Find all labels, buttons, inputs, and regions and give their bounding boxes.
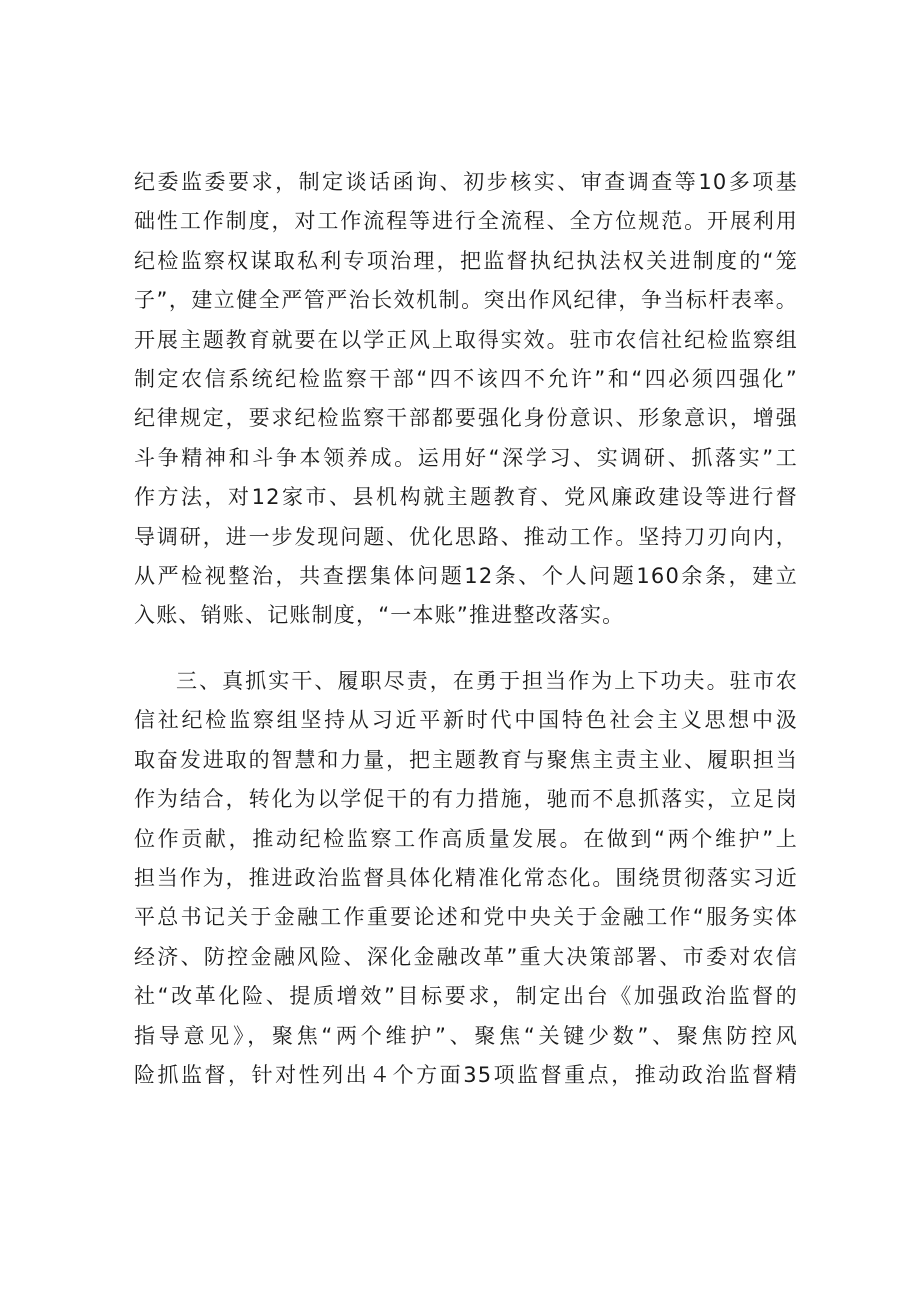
text-line: 信社纪检监察组坚持从习近平新时代中国特色社会主义思想中汲: [134, 708, 798, 733]
text-line: 纪委监委要求，制定谈话函询、初步核实、审查调查等10多项基: [134, 170, 798, 194]
text-line: 社“改革化险、提质增效”目标要求，制定出台《加强政治监督的: [134, 984, 798, 1009]
text-line: 取奋发进取的智慧和力量，把主题教育与聚焦主责主业、履职担当: [134, 747, 798, 772]
text-line: 平总书记关于金融工作重要论述和党中央关于金融工作“服务实体: [134, 905, 798, 930]
text-line: 制定农信系统纪检监察干部“四不该四不允许”和“四必须四强化”: [134, 366, 798, 391]
text-line: 担当作为，推进政治监督具体化精准化常态化。围绕贯彻落实习近: [134, 865, 798, 890]
text-line: 指导意见》，聚焦“两个维护”、聚焦“关键少数”、聚焦防控风: [134, 1023, 798, 1048]
text-line: 础性工作制度，对工作流程等进行全流程、全方位规范。开展利用: [134, 209, 798, 234]
text-line: 作为结合，转化为以学促干的有力措施，驰而不息抓落实，立足岗: [134, 787, 798, 812]
text-line: 纪律规定，要求纪检监察干部都要强化身份意识、形象意识，增强: [134, 406, 798, 431]
text-line: 经济、防控金融风险、深化金融改革”重大决策部署、市委对农信: [134, 944, 798, 969]
text-line: 子”，建立健全严管严治长效机制。突出作风纪律，争当标杆表率。: [134, 288, 798, 313]
text-line: 开展主题教育就要在以学正风上取得实效。驻市农信社纪检监察组: [134, 327, 798, 352]
text-line: 导调研，进一步发现问题、优化思路、推动工作。坚持刀刃向内，: [134, 524, 798, 549]
text-line: 斗争精神和斗争本领养成。运用好“深学习、实调研、抓落实”工: [134, 445, 798, 470]
text-line: 纪检监察权谋取私利专项治理，把监督执纪执法权关进制度的“笼: [134, 248, 798, 273]
paragraph-1: [134, 163, 798, 636]
text-line: 作方法，对12家市、县机构就主题教育、党风廉政建设等进行督: [134, 485, 798, 510]
text-line: 三、真抓实干、履职尽责，在勇于担当作为上下功夫。驻市农: [176, 669, 798, 693]
paragraph-2: [134, 662, 798, 1095]
text-line: 位作贡献，推动纪检监察工作高质量发展。在做到“两个维护”上: [134, 826, 798, 851]
text-line: 入账、销账、记账制度，“一本账”推进整改落实。: [134, 603, 625, 628]
text-line: 险抓监督，针对性列出４个方面35项监督重点，推动政治监督精: [134, 1062, 798, 1087]
text-line: 从严检视整治，共查摆集体问题12条、个人问题160余条，建立: [134, 563, 798, 588]
